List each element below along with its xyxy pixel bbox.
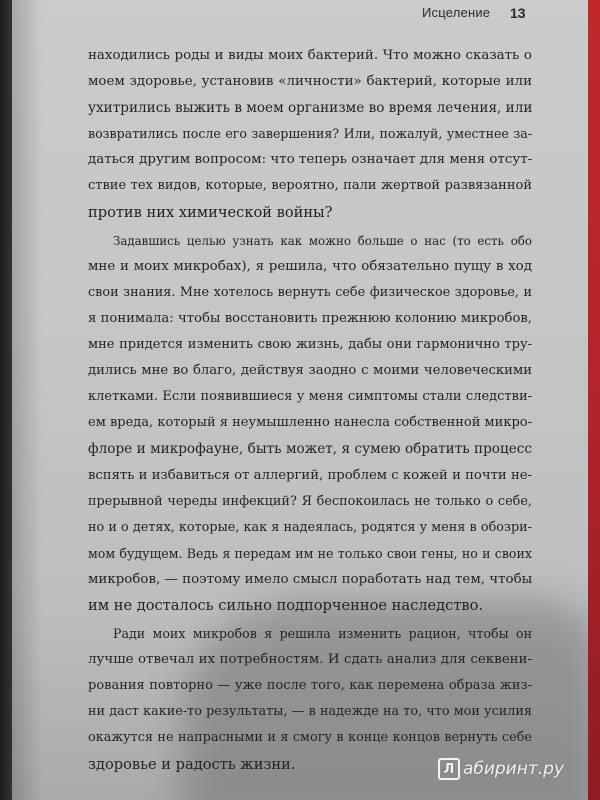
text-line: возвратились после его завершения? Или, пожалуй, уместнее за- (88, 126, 532, 142)
text-line: но и о детях, которые, как я надеялась, родятся у меня в обозри- (88, 519, 532, 535)
text-line: даться другим вопросом: что теперь означает для меня отсут- (88, 152, 533, 168)
text-line: рования повторно — уже после того, как перемена образа жиз- (88, 678, 532, 694)
book-page (12, 0, 588, 800)
text-line: микробов, — поэтому имело смысл поработать над тем, чтобы (88, 571, 533, 587)
text-line: я понимала: чтобы восстановить прежнюю колонию микробов, (88, 310, 532, 326)
text-line: клетками. Если появившиеся у меня симптомы стали следстви- (88, 389, 532, 405)
paragraph-3 (88, 621, 532, 778)
text-line: моем здоровье, установив «личности» бактерий, которые или (88, 74, 532, 90)
text-line: ни даст какие-то результаты, — в надежде на то, что мои усилия (88, 704, 532, 720)
text-line: окажутся не напрасными и я смогу в конце концов вернуть себе (88, 730, 532, 746)
text-line: против них химической войны? (88, 203, 333, 221)
text-line: мне придется изменить свою жизнь, дабы они гармонично тру- (88, 337, 532, 353)
text-line: вспять и избавиться от аллергий, проблем с кожей и почти не- (88, 467, 532, 483)
text-line: Задавшись целью узнать как можно больше о нас (то есть обо (113, 233, 532, 248)
labirint-logo-icon: Л (438, 758, 460, 780)
text-line: здоровье и радость жизни. (88, 755, 296, 773)
page-number: 13 (510, 5, 526, 21)
text-line: им не досталось сильно подпорченное наследство. (88, 596, 484, 614)
text-line: прерывной череды инфекций? Я беспокоилась не только о себе, (88, 493, 532, 509)
text-line: ствие тех видов, которые, вероятно, пали жертвой развязанной (88, 178, 532, 194)
text-line: ем вреда, который я неумышленно нанесла собственной микро- (88, 415, 532, 431)
running-header (392, 5, 582, 25)
text-line: мне и моих микробах), я решила, что обязательно пущу в ход (88, 258, 532, 274)
chapter-title: Исцеление (422, 5, 491, 20)
text-line: мом будущем. Ведь я передам им не только свои гены, но и своих (88, 545, 532, 561)
text-line: находились роды и виды моих бактерий. Что можно сказать о (88, 48, 532, 63)
text-line: Ради моих микробов я решила изменить рацион, чтобы он (113, 626, 532, 642)
text-line: флоре и микрофауне, быть может, я сумею обратить процесс (88, 441, 532, 458)
paragraph-2 (88, 228, 532, 619)
labirint-watermark (438, 758, 564, 780)
text-line: свои знания. Мне хотелось вернуть себе физическое здоровье, и (88, 284, 532, 300)
text-line: дились мне во благо, действуя заодно с моими человеческими (88, 363, 532, 379)
body-text (88, 43, 532, 778)
paragraph-1 (88, 43, 532, 226)
text-line: лучше отвечал их потребностям. И сдать анализ для секвени- (88, 652, 532, 668)
gutter-shadow (12, 0, 42, 800)
text-line: ухитрились выжить в моем организме во время лечения, или (88, 100, 533, 117)
watermark-text: абиринт.ру (462, 759, 564, 779)
